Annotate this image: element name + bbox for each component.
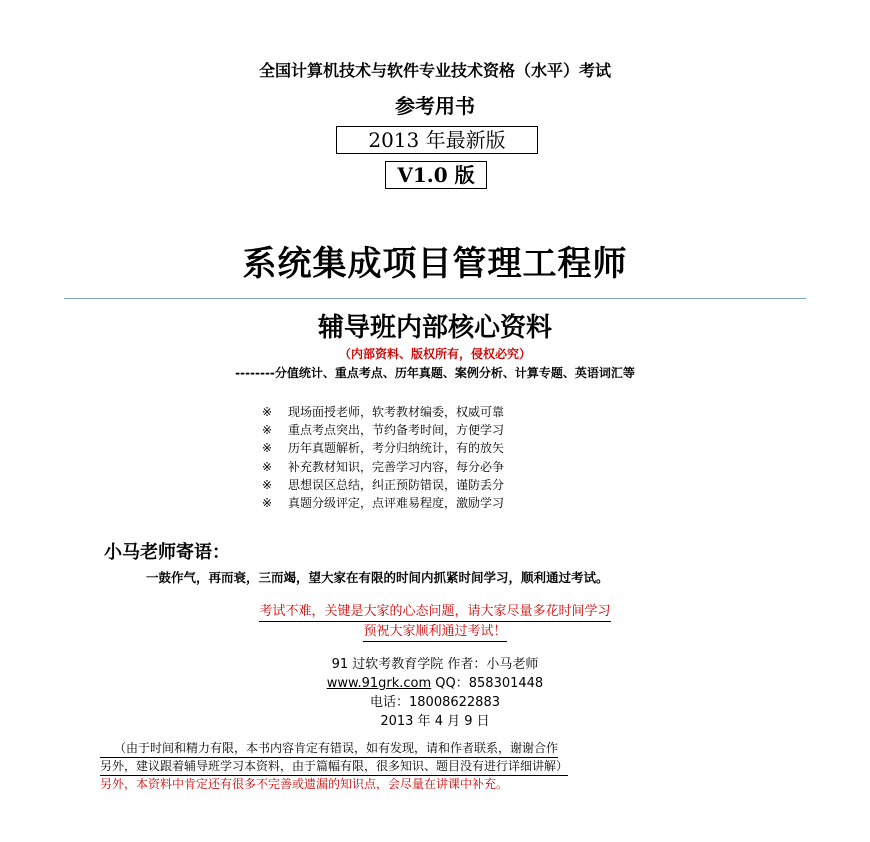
contact-block	[0, 655, 870, 731]
disclaimer-line-2: 另外，建议跟着辅导班学习本资料，由于篇幅有限，很多知识、题目没有进行详细讲解）	[100, 758, 568, 776]
phone-number: 电话：18008622883	[370, 695, 500, 710]
publish-date: 2013 年 4 月 9 日	[380, 714, 490, 729]
main-title: 系统集成项目管理工程师	[242, 244, 628, 284]
advice-line-2: 预祝大家顺利通过考试！	[363, 622, 506, 642]
copyright-notice: （内部资料、版权所有，侵权必究）	[338, 347, 531, 361]
reference-book-label: 参考用书	[395, 94, 475, 118]
exam-title: 全国计算机技术与软件专业技术资格（水平）考试	[258, 61, 611, 80]
advice-line-1: 考试不难，关键是大家的心态问题，请大家尽量多花时间学习	[259, 602, 610, 622]
list-item: ※ 历年真题解析，考分归纳统计，有的放矢	[262, 439, 504, 457]
list-item: ※ 重点考点突出，节约备考时间，方便学习	[262, 421, 504, 439]
contents-summary: --------分值统计、重点考点、历年真题、案例分析、计算专题、英语词汇等	[235, 366, 635, 380]
reference-mark-icon: ※	[262, 423, 273, 438]
list-item: ※ 思想误区总结，纠正预防错误，谨防丢分	[262, 476, 504, 494]
org-author: 91 过软考教育学院 作者：小马老师	[331, 657, 539, 672]
advice-block	[0, 602, 870, 642]
reference-mark-icon: ※	[262, 459, 273, 474]
reference-mark-icon: ※	[262, 405, 273, 419]
list-item: ※ 补充教材知识，完善学习内容，每分必争	[262, 458, 504, 476]
version-badge: V1.0 版	[385, 161, 487, 189]
disclaimer-line-1: （由于时间和精力有限，本书内容肯定有错误，如有发现，请和作者联系，谢谢合作	[100, 740, 558, 758]
disclaimer	[100, 740, 780, 793]
reference-mark-icon: ※	[262, 477, 273, 492]
reference-mark-icon: ※	[262, 496, 273, 511]
list-item: ※ 现场面授老师，软考教材编委，权威可靠	[262, 403, 504, 421]
sub-title: 辅导班内部核心资料	[317, 313, 552, 343]
list-item: ※ 真题分级评定，点评难易程度，激励学习	[262, 494, 504, 512]
disclaimer-line-3: 另外，本资料中肯定还有很多不完善或遗漏的知识点，会尽量在讲课中补充。	[100, 777, 509, 791]
reference-mark-icon: ※	[262, 441, 273, 456]
edition-badge: 2013 年最新版	[336, 126, 538, 154]
message-text: 一鼓作气，再而衰，三而竭，望大家在有限的时间内抓紧时间学习，顺利通过考试。	[146, 570, 609, 585]
qq-number: QQ：858301448	[431, 676, 544, 691]
message-heading: 小马老师寄语：	[104, 542, 230, 563]
feature-list	[262, 403, 504, 512]
divider	[64, 298, 806, 299]
website-link[interactable]: www.91grk.com	[326, 676, 432, 691]
